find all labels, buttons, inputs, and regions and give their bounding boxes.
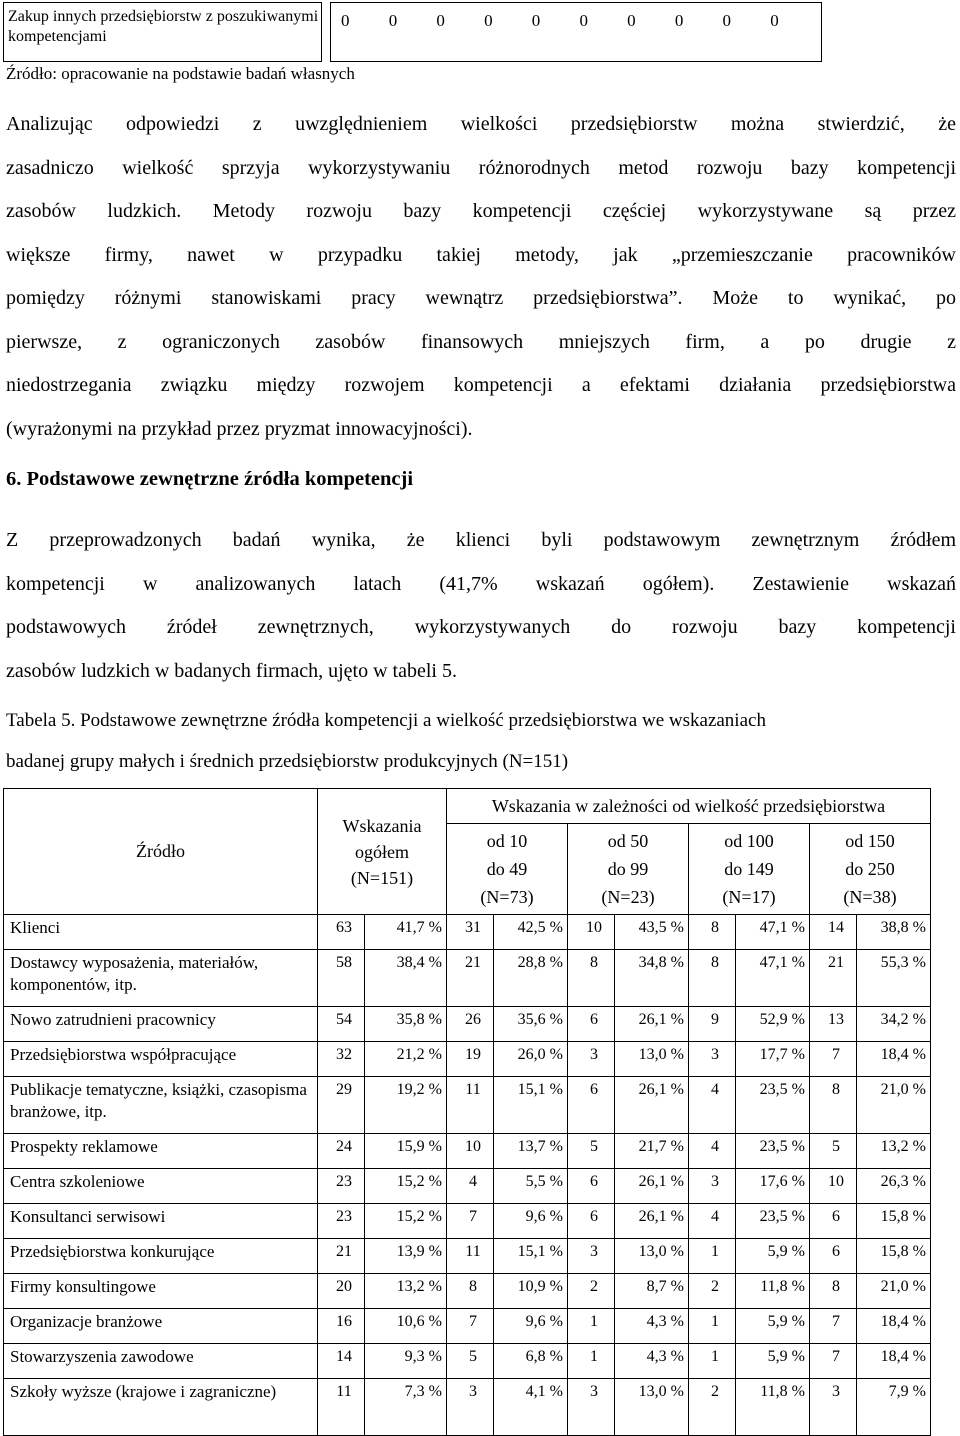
count-cell: 4: [689, 1134, 736, 1169]
percent-cell: 9,6 %: [494, 1309, 568, 1344]
percent-cell: 5,9 %: [736, 1309, 810, 1344]
count-cell: 11: [447, 1239, 494, 1274]
percent-cell: 35,8 %: [365, 1007, 447, 1042]
percent-cell: 34,8 %: [615, 950, 689, 1007]
percent-cell: 47,1 %: [736, 915, 810, 950]
caption-line: Tabela 5. Podstawowe zewnętrzne źródła kompetencji a wielkość przedsiębiorstwa we wskazaniach: [6, 710, 766, 731]
percent-cell: 26,1 %: [615, 1077, 689, 1134]
count-cell: 5: [568, 1134, 615, 1169]
count-cell: 3: [568, 1239, 615, 1274]
text-line: pomiędzy różnymi stanowiskami pracy wewnątrz przedsiębiorstwa”. Może to wynikać, po: [6, 287, 956, 309]
count-cell: 2: [568, 1274, 615, 1309]
row-source-name: Centra szkoleniowe: [4, 1169, 318, 1204]
header-total: Wskazania ogółem (N=151): [318, 789, 447, 915]
header-size-10-49: od 10 do 49 (N=73): [447, 824, 568, 915]
row-source-name: Dostawcy wyposażenia, materiałów, komponentów, itp.: [4, 950, 318, 1007]
percent-cell: 7,9 %: [857, 1379, 931, 1436]
table-row: [4, 1239, 931, 1274]
table-row: [4, 1169, 931, 1204]
table-row: [4, 1344, 931, 1379]
percent-cell: 38,4 %: [365, 950, 447, 1007]
text-line: (wyrażonymi na przykład przez pryzmat innowacyjności).: [6, 417, 473, 440]
count-cell: 7: [447, 1204, 494, 1239]
text-line: podstawowych źródeł zewnętrznych, wykorzystywanych do rozwoju bazy kompetencji: [6, 616, 956, 638]
value-cell: 0: [341, 11, 350, 30]
count-cell: 19: [447, 1042, 494, 1077]
count-cell: 23: [318, 1204, 365, 1239]
row-source-name: Konsultanci serwisowi: [4, 1204, 318, 1239]
value-cell: 0: [484, 11, 493, 30]
count-cell: 58: [318, 950, 365, 1007]
text-line: większe firmy, nawet w przypadku takiej metody, jak „przemieszczanie pracowników: [6, 243, 956, 266]
row-source-name: Klienci: [4, 915, 318, 950]
count-cell: 14: [318, 1344, 365, 1379]
row-source-name: Przedsiębiorstwa konkurujące: [4, 1239, 318, 1274]
count-cell: 3: [810, 1379, 857, 1436]
percent-cell: 52,9 %: [736, 1007, 810, 1042]
count-cell: 6: [568, 1007, 615, 1042]
count-cell: 54: [318, 1007, 365, 1042]
count-cell: 8: [810, 1274, 857, 1309]
percent-cell: 26,1 %: [615, 1007, 689, 1042]
row-source-name: Przedsiębiorstwa współpracujące: [4, 1042, 318, 1077]
count-cell: 7: [810, 1309, 857, 1344]
previous-table-row-label: Zakup innych przedsiębiorstw z poszukiwanymi kompetencjami: [4, 3, 322, 62]
count-cell: 8: [447, 1274, 494, 1309]
text-line: kompetencji w analizowanych latach (41,7% wskazań ogółem). Zestawienie wskazań: [6, 572, 956, 595]
count-cell: 10: [568, 915, 615, 950]
percent-cell: 43,5 %: [615, 915, 689, 950]
count-cell: 10: [447, 1134, 494, 1169]
table-row: [4, 1007, 931, 1042]
percent-cell: 47,1 %: [736, 950, 810, 1007]
percent-cell: 4,3 %: [615, 1344, 689, 1379]
value-cell: 0: [627, 11, 636, 30]
percent-cell: 5,9 %: [736, 1239, 810, 1274]
percent-cell: 17,6 %: [736, 1169, 810, 1204]
percent-cell: 21,0 %: [857, 1274, 931, 1309]
percent-cell: 23,5 %: [736, 1077, 810, 1134]
count-cell: 2: [689, 1274, 736, 1309]
percent-cell: 10,6 %: [365, 1309, 447, 1344]
count-cell: 3: [689, 1169, 736, 1204]
text-line: zasobów ludzkich w badanych firmach, ujęto w tabeli 5.: [6, 659, 457, 682]
previous-table-row-values: [331, 3, 822, 62]
percent-cell: 5,5 %: [494, 1169, 568, 1204]
percent-cell: 26,0 %: [494, 1042, 568, 1077]
row-source-name: Organizacje branżowe: [4, 1309, 318, 1344]
table-row: [4, 1204, 931, 1239]
row-source-name: Stowarzyszenia zawodowe: [4, 1344, 318, 1379]
value-cell: 0: [770, 11, 779, 30]
percent-cell: 13,0 %: [615, 1379, 689, 1436]
count-cell: 6: [568, 1077, 615, 1134]
percent-cell: 21,7 %: [615, 1134, 689, 1169]
percent-cell: 13,0 %: [615, 1042, 689, 1077]
percent-cell: 41,7 %: [365, 915, 447, 950]
table-caption: [6, 700, 766, 782]
caption-line: badanej grupy małych i średnich przedsiębiorstw produkcyjnych (N=151): [6, 751, 569, 772]
table-row: [4, 1077, 931, 1134]
count-cell: 4: [689, 1204, 736, 1239]
value-cell: 0: [722, 11, 731, 30]
count-cell: 3: [689, 1042, 736, 1077]
percent-cell: 4,3 %: [615, 1309, 689, 1344]
percent-cell: 23,5 %: [736, 1134, 810, 1169]
percent-cell: 38,8 %: [857, 915, 931, 950]
count-cell: 1: [568, 1344, 615, 1379]
count-cell: 32: [318, 1042, 365, 1077]
count-cell: 8: [689, 915, 736, 950]
percent-cell: 5,9 %: [736, 1344, 810, 1379]
count-cell: 21: [318, 1239, 365, 1274]
analysis-paragraph: [6, 103, 956, 451]
sources-table: [3, 788, 931, 1436]
percent-cell: 9,3 %: [365, 1344, 447, 1379]
count-cell: 3: [568, 1379, 615, 1436]
percent-cell: 15,2 %: [365, 1204, 447, 1239]
percent-cell: 13,0 %: [615, 1239, 689, 1274]
percent-cell: 15,2 %: [365, 1169, 447, 1204]
count-cell: 21: [447, 950, 494, 1007]
row-source-name: Nowo zatrudnieni pracownicy: [4, 1007, 318, 1042]
section-heading: 6. Podstawowe zewnętrzne źródła kompetencji: [6, 468, 414, 490]
count-cell: 5: [447, 1344, 494, 1379]
text-line: zasadniczo wielkość sprzyja wykorzystywaniu różnorodnych metod rozwoju bazy kompetencji: [6, 156, 956, 179]
percent-cell: 11,8 %: [736, 1379, 810, 1436]
percent-cell: 19,2 %: [365, 1077, 447, 1134]
count-cell: 4: [689, 1077, 736, 1134]
text-line: zasobów ludzkich. Metody rozwoju bazy kompetencji częściej wykorzystywane są przez: [6, 200, 956, 222]
value-cell: 0: [531, 11, 541, 30]
percent-cell: 18,4 %: [857, 1042, 931, 1077]
percent-cell: 42,5 %: [494, 915, 568, 950]
count-cell: 7: [810, 1344, 857, 1379]
percent-cell: 10,9 %: [494, 1274, 568, 1309]
count-cell: 24: [318, 1134, 365, 1169]
previous-table-fragment: [3, 2, 822, 62]
count-cell: 20: [318, 1274, 365, 1309]
value-cell: 0: [674, 11, 684, 30]
percent-cell: 13,9 %: [365, 1239, 447, 1274]
count-cell: 1: [568, 1309, 615, 1344]
count-cell: 63: [318, 915, 365, 950]
count-cell: 7: [447, 1309, 494, 1344]
percent-cell: 28,8 %: [494, 950, 568, 1007]
count-cell: 29: [318, 1077, 365, 1134]
value-cell: 0: [436, 11, 445, 30]
percent-cell: 23,5 %: [736, 1204, 810, 1239]
percent-cell: 15,8 %: [857, 1239, 931, 1274]
percent-cell: 15,9 %: [365, 1134, 447, 1169]
percent-cell: 6,8 %: [494, 1344, 568, 1379]
percent-cell: 4,1 %: [494, 1379, 568, 1436]
count-cell: 6: [568, 1204, 615, 1239]
count-cell: 10: [810, 1169, 857, 1204]
percent-cell: 26,3 %: [857, 1169, 931, 1204]
row-source-name: Firmy konsultingowe: [4, 1274, 318, 1309]
count-cell: 11: [318, 1379, 365, 1436]
percent-cell: 11,8 %: [736, 1274, 810, 1309]
table-row: [4, 1274, 931, 1309]
text-line: Z przeprowadzonych badań wynika, że klienci byli podstawowym zewnętrznym źródłem: [6, 529, 956, 551]
count-cell: 9: [689, 1007, 736, 1042]
count-cell: 6: [568, 1169, 615, 1204]
count-cell: 6: [810, 1239, 857, 1274]
row-source-name: Prospekty reklamowe: [4, 1134, 318, 1169]
text-line: pierwsze, z ograniczonych zasobów finansowych mniejszych firm, a po drugie z: [6, 330, 956, 353]
row-source-name: Szkoły wyższe (krajowe i zagraniczne): [4, 1379, 318, 1436]
percent-cell: 21,2 %: [365, 1042, 447, 1077]
percent-cell: 21,0 %: [857, 1077, 931, 1134]
count-cell: 13: [810, 1007, 857, 1042]
header-size-50-99: od 50 do 99 (N=23): [568, 824, 689, 915]
count-cell: 5: [810, 1134, 857, 1169]
header-size-group: Wskazania w zależności od wielkość przedsiębiorstwa: [447, 789, 931, 824]
percent-cell: 55,3 %: [857, 950, 931, 1007]
count-cell: 14: [810, 915, 857, 950]
percent-cell: 9,6 %: [494, 1204, 568, 1239]
table-row: [4, 1379, 931, 1436]
count-cell: 8: [689, 950, 736, 1007]
count-cell: 23: [318, 1169, 365, 1204]
count-cell: 7: [810, 1042, 857, 1077]
count-cell: 3: [568, 1042, 615, 1077]
percent-cell: 13,7 %: [494, 1134, 568, 1169]
percent-cell: 15,1 %: [494, 1077, 568, 1134]
header-size-100-149: od 100 do 149 (N=17): [689, 824, 810, 915]
count-cell: 4: [447, 1169, 494, 1204]
count-cell: 26: [447, 1007, 494, 1042]
percent-cell: 15,8 %: [857, 1204, 931, 1239]
table-row: [4, 915, 931, 950]
count-cell: 21: [810, 950, 857, 1007]
table-row: [4, 1134, 931, 1169]
count-cell: 1: [689, 1309, 736, 1344]
count-cell: 6: [810, 1204, 857, 1239]
percent-cell: 15,1 %: [494, 1239, 568, 1274]
value-cell: 0: [579, 11, 588, 30]
value-cell: 0: [388, 11, 398, 30]
count-cell: 8: [568, 950, 615, 1007]
table-row: [4, 1042, 931, 1077]
source-note: Źródło: opracowanie na podstawie badań własnych: [6, 64, 355, 83]
text-line: niedostrzegania związku między rozwojem kompetencji a efektami działania przedsiębiorstwa: [6, 374, 956, 396]
count-cell: 2: [689, 1379, 736, 1436]
count-cell: 1: [689, 1239, 736, 1274]
percent-cell: 13,2 %: [365, 1274, 447, 1309]
percent-cell: 35,6 %: [494, 1007, 568, 1042]
percent-cell: 34,2 %: [857, 1007, 931, 1042]
percent-cell: 13,2 %: [857, 1134, 931, 1169]
count-cell: 11: [447, 1077, 494, 1134]
header-source: Źródło: [4, 789, 318, 915]
table-row: [4, 950, 931, 1007]
table-row: [4, 1309, 931, 1344]
percent-cell: 7,3 %: [365, 1379, 447, 1436]
percent-cell: 18,4 %: [857, 1344, 931, 1379]
count-cell: 8: [810, 1077, 857, 1134]
count-cell: 31: [447, 915, 494, 950]
count-cell: 3: [447, 1379, 494, 1436]
percent-cell: 26,1 %: [615, 1169, 689, 1204]
percent-cell: 26,1 %: [615, 1204, 689, 1239]
percent-cell: 8,7 %: [615, 1274, 689, 1309]
count-cell: 1: [689, 1344, 736, 1379]
text-line: Analizując odpowiedzi z uwzględnieniem wielkości przedsiębiorstw można stwierdzić, że: [6, 113, 956, 135]
sources-paragraph: [6, 519, 956, 693]
row-source-name: Publikacje tematyczne, książki, czasopisma branżowe, itp.: [4, 1077, 318, 1134]
percent-cell: 18,4 %: [857, 1309, 931, 1344]
header-size-150-250: od 150 do 250 (N=38): [810, 824, 931, 915]
percent-cell: 17,7 %: [736, 1042, 810, 1077]
count-cell: 16: [318, 1309, 365, 1344]
